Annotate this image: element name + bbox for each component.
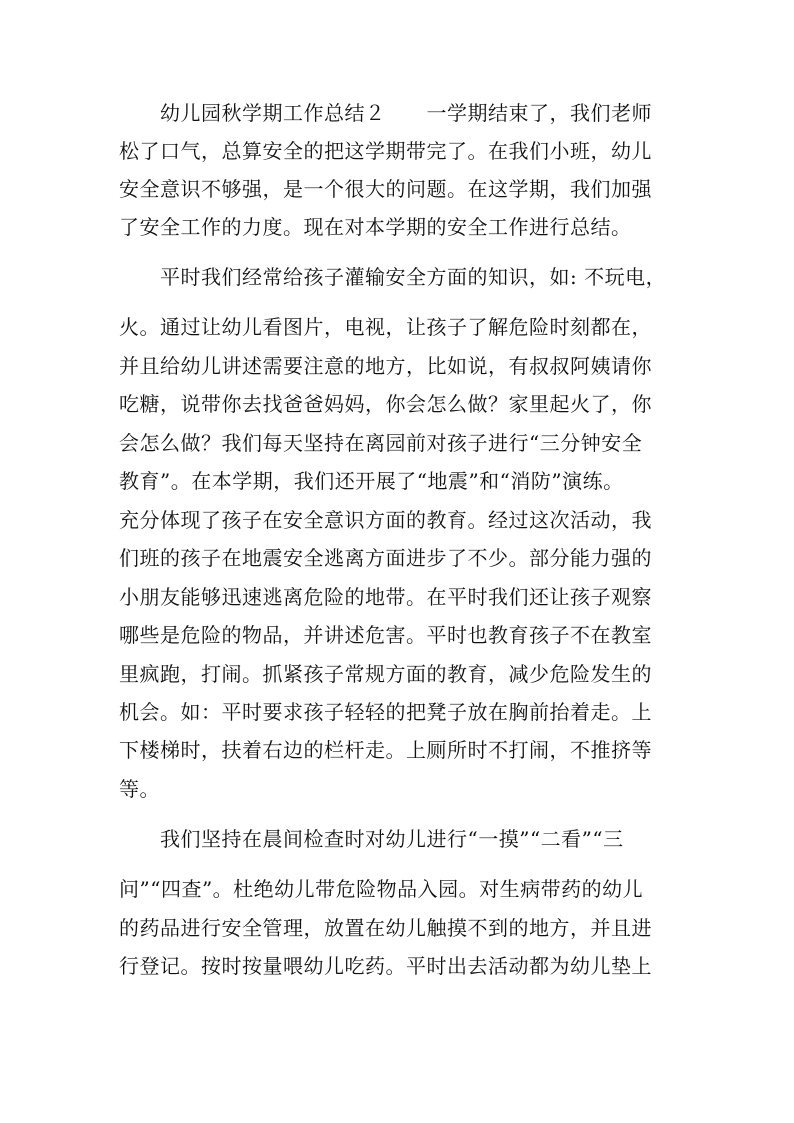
text-line: 火。通过让幼儿看图片，电视，让孩子了解危险时刻都在， [119,315,652,339]
text-line: 下楼梯时，扶着右边的栏杆走。上厕所时不打闹，不推挤等 [119,738,652,762]
text-line: 小朋友能够迅速逃离危险的地带。在平时我们还让孩子观察 [119,585,652,609]
text-line: 安全意识不够强，是一个很大的问题。在这学期，我们加强 [119,177,652,201]
text-line: 会怎么做？我们每天坚持在离园前对孩子进行“三分钟安全 [119,431,643,455]
text-line: 们班的孩子在地震安全逃离方面进步了不少。部分能力强的 [119,546,652,570]
text-line: 问”“四查”。杜绝幼儿带危险物品入园。对生病带药的幼儿 [119,877,644,901]
text-line: 里疯跑，打闹。抓紧孩子常规方面的教育，减少危险发生的 [119,662,652,686]
text-line: 行登记。按时按量喂幼儿吃药。平时出去活动都为幼儿垫上 [119,954,652,978]
text-line: 我们坚持在晨间检查时对幼儿进行“一摸”“二看”“三 [119,827,624,851]
text-line: 松了口气，总算安全的把这学期带完了。在我们小班，幼儿 [119,139,652,163]
text-line: 等。 [119,777,160,801]
text-line: 平时我们经常给孩子灌输安全方面的知识，如: 不玩电， [119,265,667,289]
text-line: 充分体现了孩子在安全意识方面的教育。经过这次活动，我 [119,508,652,532]
text-line: 教育”。在本学期，我们还开展了“地震”和“消防”演练。 [119,469,624,493]
text-line: 幼儿园秋学期工作总结２ 一学期结束了，我们老师 [119,101,652,125]
text-line: 并且给幼儿讲述需要注意的地方，比如说，有叔叔阿姨请你 [119,354,652,378]
text-line: 机会。如：平时要求孩子轻轻的把凳子放在胸前抬着走。上 [119,700,652,724]
text-line: 哪些是危险的物品，并讲述危害。平时也教育孩子不在教室 [119,623,652,647]
text-line: 了安全工作的力度。现在对本学期的安全工作进行总结。 [119,215,632,239]
text-line: 吃糖，说带你去找爸爸妈妈，你会怎么做？家里起火了，你 [119,392,652,416]
text-line: 的药品进行安全管理，放置在幼儿触摸不到的地方，并且进 [119,916,652,940]
